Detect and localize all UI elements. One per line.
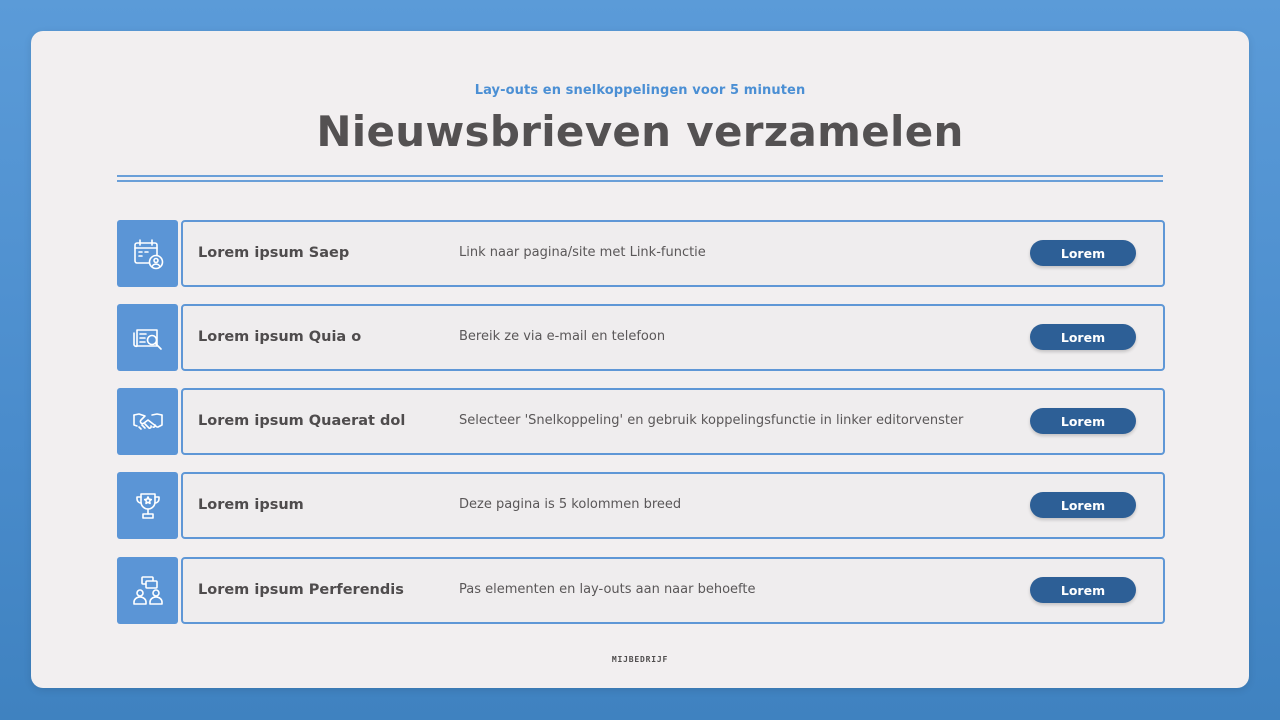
lorem-button[interactable]: Lorem xyxy=(1030,492,1136,518)
list-item-description: Link naar pagina/site met Link-functie xyxy=(459,245,706,260)
title-divider xyxy=(117,175,1163,177)
trophy-icon xyxy=(117,472,178,539)
list-item-description: Selecteer 'Snelkoppeling' en gebruik koppelingsfunctie in linker editorvenster xyxy=(459,413,964,428)
list-item xyxy=(117,220,1163,287)
handshake-icon xyxy=(117,388,178,455)
list-item-panel xyxy=(181,220,1165,287)
list-item-panel xyxy=(181,557,1165,624)
list-item-description: Bereik ze via e-mail en telefoon xyxy=(459,329,666,344)
calendar-user-icon xyxy=(117,220,178,287)
list-item-label: Lorem ipsum xyxy=(198,497,304,513)
lorem-button[interactable]: Lorem xyxy=(1030,240,1136,266)
title-divider xyxy=(117,180,1163,182)
list-item-label: Lorem ipsum Perferendis xyxy=(198,582,404,598)
list-item xyxy=(117,304,1163,371)
list-item-label: Lorem ipsum Saep xyxy=(198,245,350,261)
newspaper-search-icon xyxy=(117,304,178,371)
page-title: Nieuwsbrieven verzamelen xyxy=(316,107,964,156)
people-chat-icon xyxy=(117,557,178,624)
list-item-label: Lorem ipsum Quaerat dol xyxy=(198,413,406,429)
list-item-description: Deze pagina is 5 kolommen breed xyxy=(459,497,682,512)
lorem-button[interactable]: Lorem xyxy=(1030,577,1136,603)
lorem-button[interactable]: Lorem xyxy=(1030,408,1136,434)
list-item-label: Lorem ipsum Quia o xyxy=(198,329,362,345)
list-item xyxy=(117,472,1163,539)
slide-card xyxy=(31,31,1249,688)
list-item-description: Pas elementen en lay-outs aan naar behoefte xyxy=(459,582,756,597)
list-item xyxy=(117,388,1163,455)
page-subtitle: Lay-outs en snelkoppelingen voor 5 minuten xyxy=(474,83,806,98)
list-item-panel xyxy=(181,472,1165,539)
list-item xyxy=(117,557,1163,624)
footer-brand: MIJBEDRIJF xyxy=(611,655,669,664)
lorem-button[interactable]: Lorem xyxy=(1030,324,1136,350)
list-item-panel xyxy=(181,304,1165,371)
list-item-panel xyxy=(181,388,1165,455)
